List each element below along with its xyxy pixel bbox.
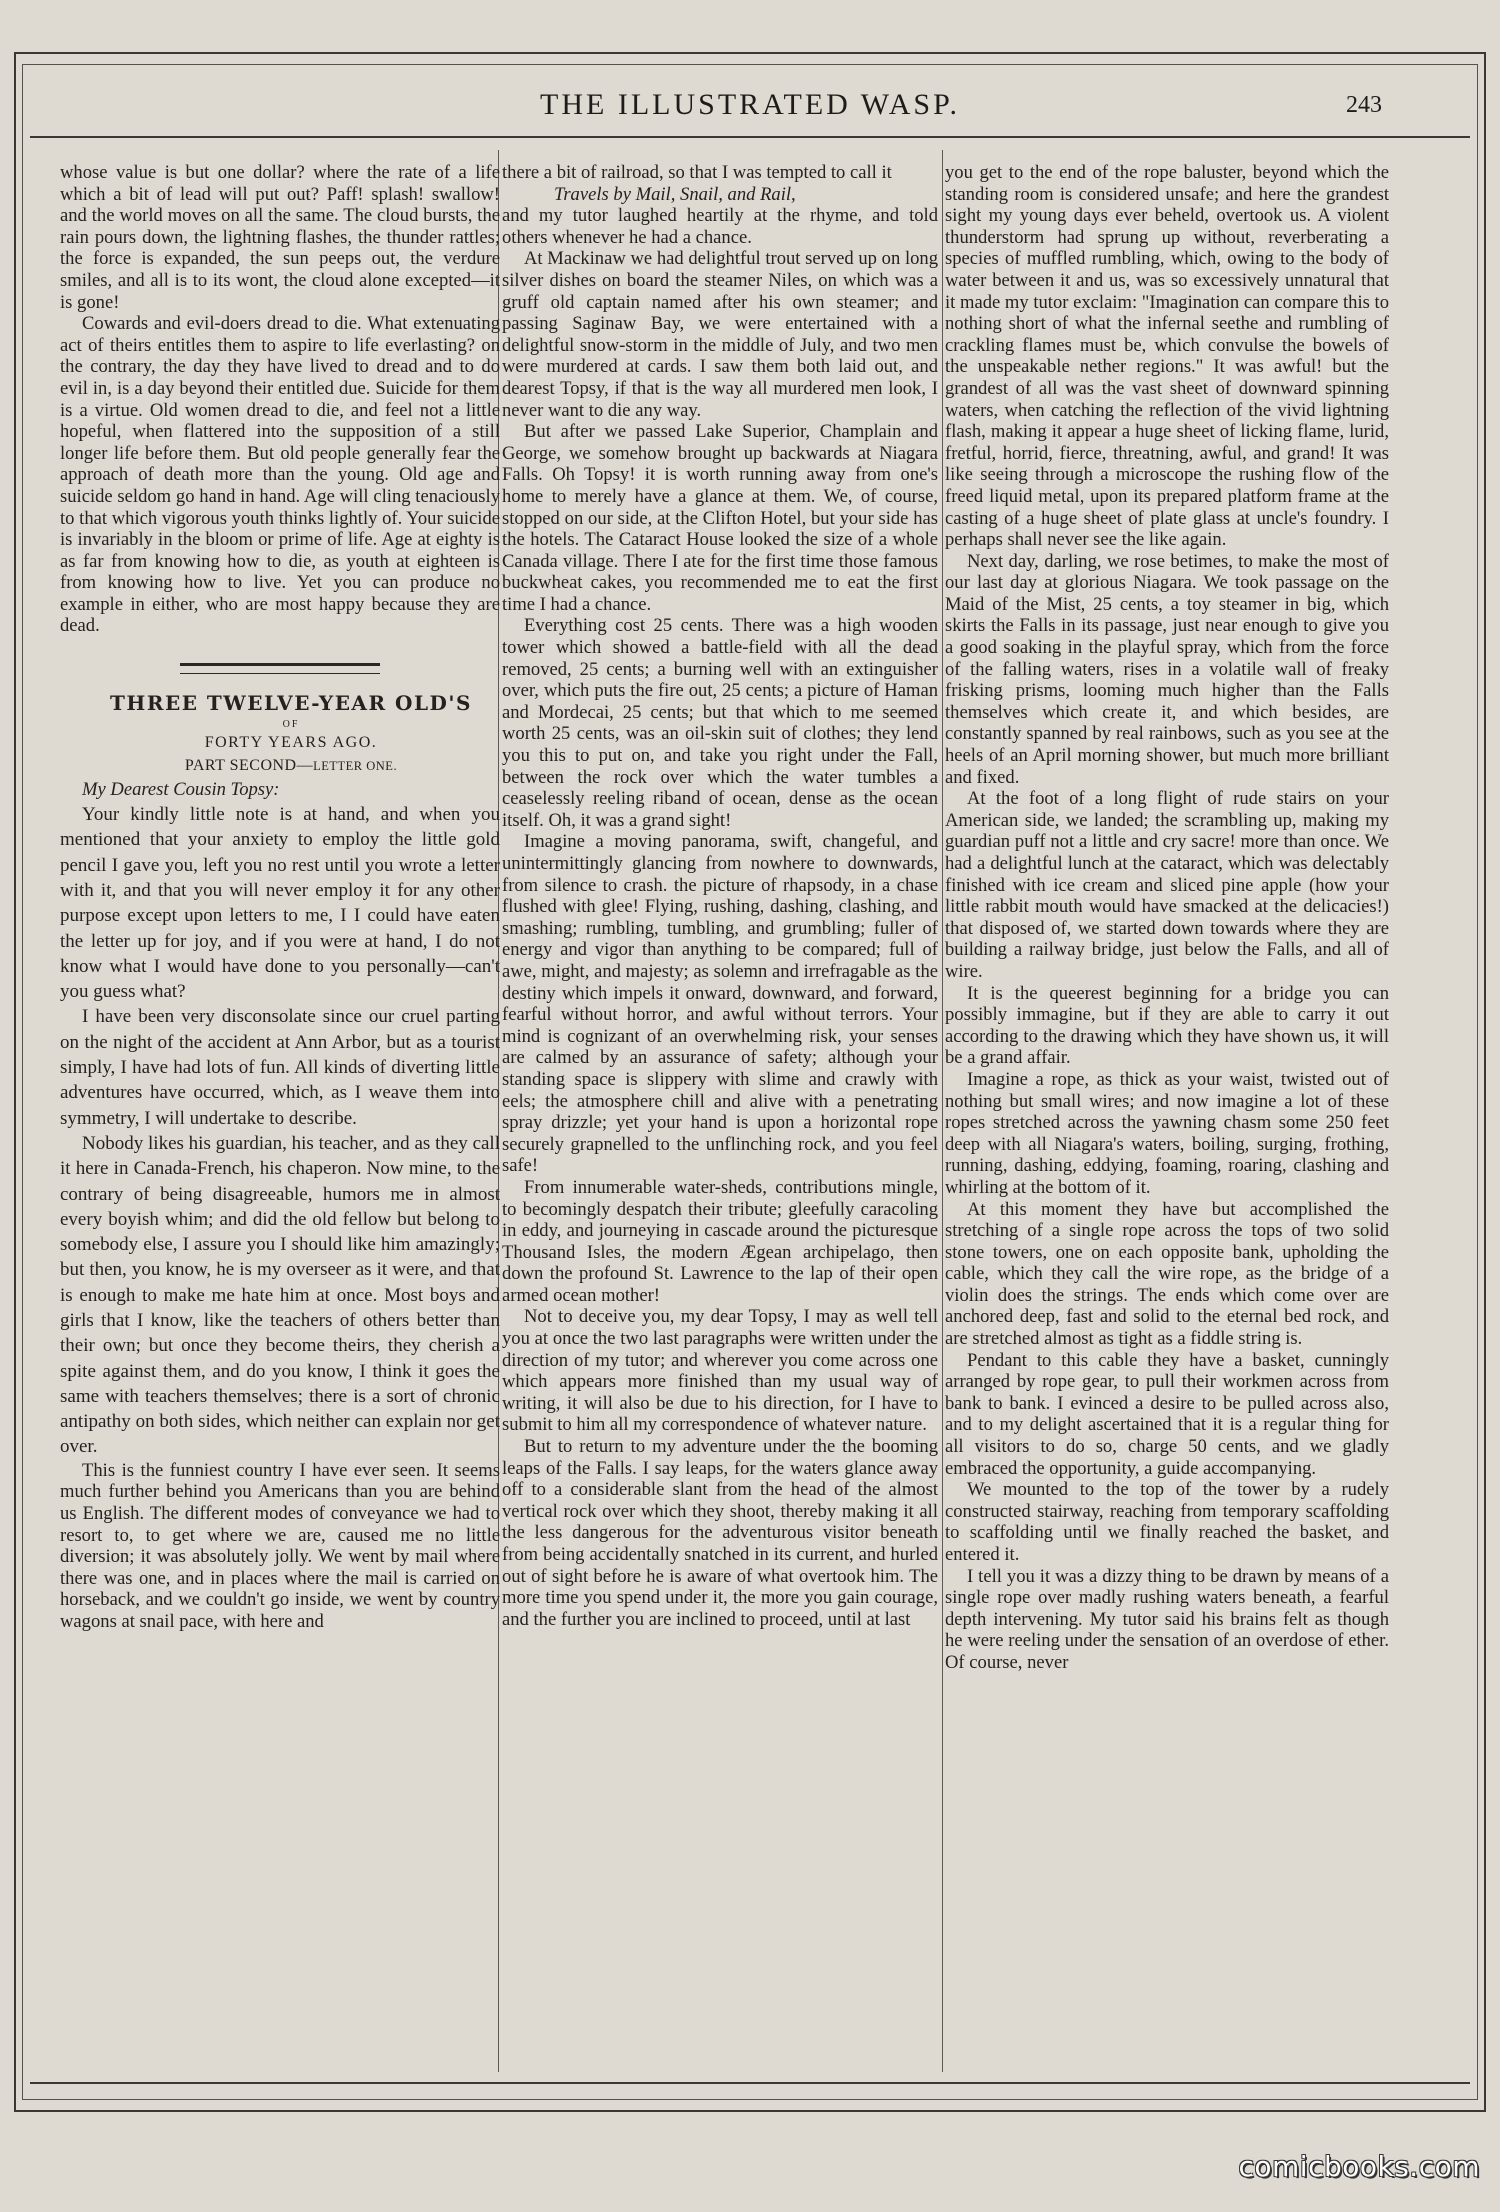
section-ornament-rule [180,663,380,674]
paragraph: This is the funniest country I have ever seen. It seems much further behind you Americans than you are behind us English. The different modes of conveyance we had to resort to, to get where we are, caused me no little diversion; it was absolutely jolly. We went by mail where there was one, and in places where the mail is carried on horseback, and we couldn't go inside, we went by country wagons at snail pace, with here and [60,1459,500,1632]
column-2 [502,162,938,2064]
paragraph: there a bit of railroad, so that I was tempted to call it [502,162,892,183]
paragraph: At Mackinaw we had delightful trout served up on long silver dishes on board the steamer Niles, on which was a gruff old captain named after his own steamer; and passing Saginaw Bay, we were entertained with a delightful snow-storm in the middle of July, and two men were murdered at cards. I saw them both laid out, and dearest Topsy, if that is the way all murdered men look, I never want to die any way. [502,248,938,421]
paragraph: Next day, darling, we rose betimes, to make the most of our last day at glorious Niagara. We took passage on the Maid of the Mist, 25 cents, a toy steamer in big, which skirts the Falls in its passage, just near enough to give you a good soaking in the playful spray, which from the force of the falling waters, rises in a volatile wall of freaky frisking prisms, looming much higher than the Falls themselves which create it, and which besides, are constantly spanned by real rainbows, such as you see at the heels of an April morning shower, but much more brilliant and fixed. [945,550,1389,788]
column-1 [60,162,500,2064]
part-heading-main: PART SECOND— [184,757,314,775]
paragraph: Your kindly little note is at hand, and when you mentioned that your anxiety to employ the little gold pencil I gave you, left you no rest until you wrote a letter with it, and that you will never employ it for any other purpose except upon letters to me, I I could have eaten the letter up for joy, and if you were at hand, I do not know what I would have done to you personally—can't you guess what? [60,804,500,1003]
paragraph: Pendant to this cable they have a basket, cunningly arranged by rope gear, to pull their workmen across from bank to bank. I evinced a desire to be pulled across also, and to my delight ascertained that it is a regular thing for all visitors to do so, charge 50 cents, and we gladly embraced the opportunity, a guide accompanying. [945,1349,1389,1479]
source-watermark: comicbooks.com [1238,2150,1480,2183]
paragraph: We mounted to the top of the tower by a rudely constructed stairway, reaching from temporary scaffolding to scaffolding until we finally reached the basket, and entered it. [945,1479,1389,1565]
paragraph: At this moment they have but accomplished the stretching of a single rope across the tops of two solid stone towers, one on each opposite bank, upholding the cable, which they call the wire rope, as the bridge of a violin does the strings. The ends which come over are anchored deep, fast and solid to the eternal bed rock, and are stretched almost as tight as a fiddle string is. [945,1198,1389,1350]
paragraph: I tell you it was a dizzy thing to be drawn by means of a single rope over madly rushing waters beneath, a fearful depth intervening. My tutor said his brains felt as though he were reeling under the sensation of an overdose of ether. Of course, never [945,1565,1389,1673]
part-heading-letter: LETTER ONE. [313,759,398,774]
paragraph: and my tutor laughed heartily at the rhyme, and told others whenever he had a chance. [502,205,938,248]
header-rule [30,136,1470,138]
letter-salutation: My Dearest Cousin Topsy: [82,779,280,801]
paragraph: But to return to my adventure under the the booming leaps of the Falls. I say leaps, for the waters glance away off to a considerable slant from the head of the almost vertical rock over which they shoot, thereby making it all the less dangerous for the adventurous visitor beneath from being accidentally snatched in its current, and hurled out of sight before he is aware of what overtook him. The more time you spend under it, the more you gain courage, and the further you are inclined to proceed, until at last [502,1436,938,1630]
paragraph: At the foot of a long flight of rude stairs on your American side, we landed; the scrambling up, making my guardian puff not a little and cry sacre! more than once. We had a delightful lunch at the cataract, which was delectably finished with ice cream and sliced pine apple (how your little rabbit mouth would have smacked at the delicacies!) that disposed of, we started down towards where they are building a railway bridge, just below the Falls, and all of wire. [945,788,1389,982]
part-heading [60,754,500,778]
masthead: THE ILLUSTRATED WASP. [540,88,960,121]
story-title: THREE TWELVE-YEAR OLD'S [110,691,472,716]
story-title-of: OF [282,719,300,731]
paragraph: Nobody likes his guardian, his teacher, and as they call it here in Canada-French, his chaperon. Now mine, to the contrary of being disagreeable, humors me in almost every boyish whim; and did the old fellow but belong to somebody else, I assure you I should like him amazingly; but then, you know, he is my overseer as it were, and that is enough to make me hate him at once. Most boys and girls that I know, like the teachers of others better than their own; but once they become theirs, they cherish a spite against them, and do you know, I think it goes the same with teachers themselves; there is a sort of chronic antipathy on both sides, which neither can explain nor get over. [60,1132,500,1458]
paragraph: Everything cost 25 cents. There was a high wooden tower which showed a battle-field with all the dead removed, 25 cents; a burning well with an extinguisher over, which puts the fire out, 25 cents; a picture of Haman and Mordecai, 25 cents; but that which to me seemed worth 25 cents, was an oil-skin suit of clothes; they lend you this to put on, and take you right under the Fall, between the rock over which the water tumbles a ceaselessly reeling riband of ocean, dense as the ocean itself. Oh, it was a grand sight! [502,615,938,831]
paragraph: Cowards and evil-doers dread to die. What extenuating act of theirs entitles them to aspire to life everlasting? on the contrary, the day they have lived to dread and to do evil in, is a day beyond their entitled due. Suicide for them is a virtue. Old women dread to die, and feel not a little hopeful, when flattered into the supposition of a still longer life before them. But old people generally fear the approach of death more than the young. Old age and suicide seldom go hand in hand. Age will cling tenaciously to that which vigorous youth thinks lightly of. Your suicide is invariably in the bloom or prime of life. Age at eighty is as far from knowing how to die, as youth at eighteen is from knowing how to live. Yet you can produce no example in either, who are most happy because they are dead. [60,313,500,637]
column-rule-2 [942,150,943,2072]
story-subtitle: FORTY YEARS AGO. [204,734,378,752]
page-header [30,88,1470,132]
paragraph: From innumerable water-sheds, contributions mingle, to becomingly despatch their tribute; gleefully caracoling in eddy, and journeying in cascade around the picturesque Thousand Isles, the modern Ægean archipelago, then down the profound St. Lawrence to the lap of their open armed ocean mother! [502,1176,938,1306]
column-3 [945,162,1389,2064]
paragraph: It is the queerest beginning for a bridge you can possibly immagine, but if they are able to carry it out according to the drawing which they have shown us, it will be a grand affair. [945,982,1389,1069]
paragraph: Imagine a rope, as thick as your waist, twisted out of nothing but small wires; and now imagine a lot of these ropes stretched across the yawning chasm some 250 feet deep with all Niagara's waters, boiling, surging, frothing, running, dashing, eddying, foaming, roaring, clashing and whirling at the bottom of it. [945,1068,1389,1198]
paragraph: I have been very disconsolate since our cruel parting on the night of the accident at Ann Arbor, but as a tourist simply, I have had lots of fun. All kinds of diverting little adventures have occurred, which, as I weave them into symmetry, I will undertake to describe. [60,1006,500,1129]
paragraph: you get to the end of the rope baluster, beyond which the standing room is considered unsafe; and here the grandest sight my young days ever beheld, overtook us. A violent thunderstorm had sprung up without, reverberating a species of muffled rumbling, which, owing to the body of water between it and us, was so excessively unnatural that it made my tutor exclaim: "Imagination can compare this to nothing short of what the infernal seethe and rumbling of crackling flames must be, which convulse the bowels of the unspeakable nether regions." It was awful! but the grandest of all was the vast sheet of downward spinning waters, when catching the reflection of the vivid lightning flash, making it appear a huge sheet of licking flame, lurid, fretful, horrid, fierce, threatning, awful, and grand! It was like seeing through a microscope the rushing flow of the freed liquid metal, upon its prepared platform frame at the casting of a huge sheet of plate glass at uncle's foundry. I perhaps shall never see the like again. [945,162,1389,551]
page-number: 243 [1346,92,1382,118]
paragraph: Imagine a moving panorama, swift, changeful, and unintermittingly glancing from nowhere to downwards, from silence to crash. the picture of rhapsody, in a chase flushed with glee! Flying, rushing, dashing, clashing, and smashing; rumbling, tumbling, and grumbling; fuller of energy and vigor than anything to be compared; full of awe, might, and majesty; as solemn and irrefragable as the destiny which impels it onward, downward, and forward, fearful without horror, and awful without terrors. Your mind is cognizant of an overwhelming risk, your senses are calmed by an assurance of safety; although your standing space is slippery with slime and crawly with eels; the atmosphere chill and alive with a penetrating spray drizzle; yet your hand is upon a horizontal rope securely grapnelled to the unflinching rock, and you feel safe! [502,831,938,1177]
paragraph: But after we passed Lake Superior, Champlain and George, we somehow brought up backwards at Niagara Falls. Oh Topsy! it is worth running away from one's home to merely have a glance at them. We, of course, stopped on our side, at the Clifton Hotel, but your side has the hotels. The Cataract House looked the size of a whole Canada village. There I ate for the first time those famous buckwheat cakes, you recommended me to eat the first time I had a chance. [502,421,938,615]
verse-line: Travels by Mail, Snail, and Rail, [554,183,796,205]
paragraph: Not to deceive you, my dear Topsy, I may as well tell you at once the two last paragraphs were written under the direction of my tutor; and wherever you come across one which appears more finished than my usual way of writing, it will also be due to his direction, for I have to submit to him all my correspondence of whatever nature. [502,1306,938,1436]
bottom-rule [30,2082,1470,2084]
paragraph: whose value is but one dollar? where the rate of a life which a bit of lead will put out? Paff! splash! swallow! and the world moves on all the same. The cloud bursts, the rain pours down, the lightning flashes, the thunder rattles; the force is expanded, the sun peeps out, the verdure smiles, and all is to its wont, the cloud alone excepted—it is gone! [60,162,500,313]
